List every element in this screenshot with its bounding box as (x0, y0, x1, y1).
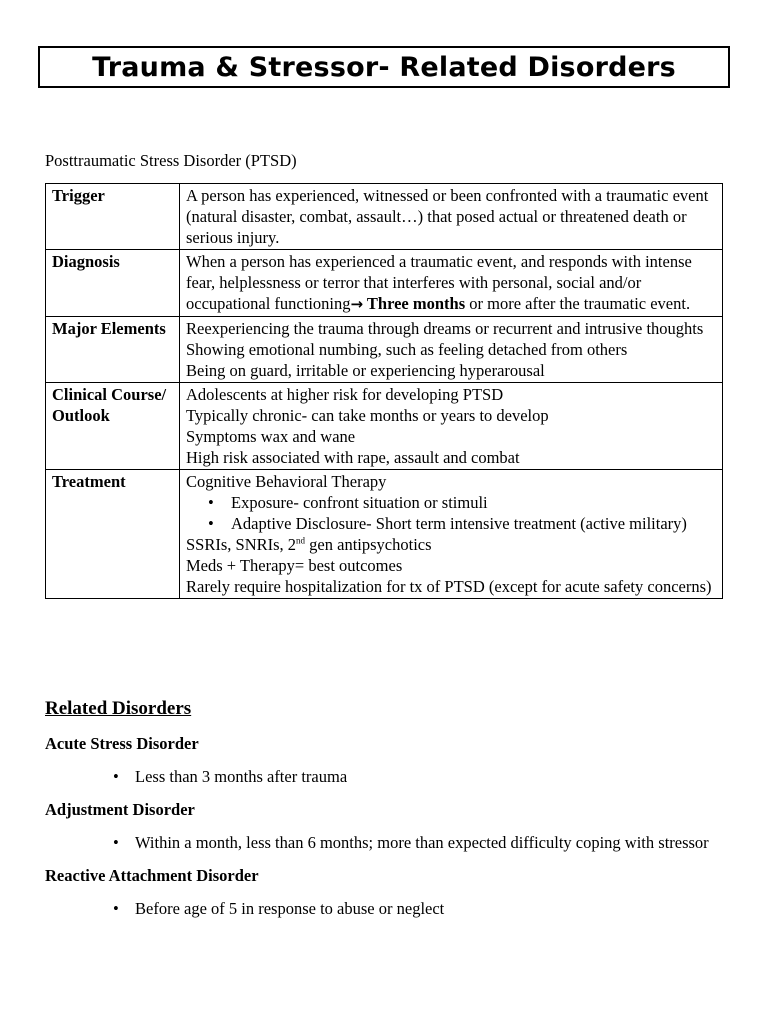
row-value-diagnosis (180, 250, 723, 317)
table-row-trigger (46, 184, 723, 250)
row-value-major-elements (180, 317, 723, 383)
table-row-clinical-course (46, 383, 723, 470)
row-label-major-elements: Major Elements (46, 317, 180, 383)
disorder-name: Adjustment Disorder (45, 800, 195, 819)
related-disorders-section (45, 697, 725, 931)
list-item: • Within a month, less than 6 months; more than expected difficulty coping with stressor (135, 832, 725, 853)
list-item: • Adaptive Disclosure- Short term intensive treatment (active military) (231, 513, 716, 534)
disorder-bullets (45, 766, 725, 787)
treatment-intro: Cognitive Behavioral Therapy (186, 472, 387, 491)
list-item: • Before age of 5 in response to abuse or neglect (135, 898, 725, 919)
arrow-right-icon: → (350, 295, 364, 313)
list-item: Reexperiencing the trauma through dreams or recurrent and intrusive thoughts (186, 319, 704, 338)
list-item: • Less than 3 months after trauma (135, 766, 725, 787)
diagnosis-duration: Three months (363, 294, 466, 313)
disorder-bullets (45, 832, 725, 853)
diagnosis-text-end: or more after the traumatic event. (465, 294, 691, 313)
list-item: Meds + Therapy= best outcomes (186, 556, 403, 575)
treatment-meds (186, 534, 716, 555)
row-value-clinical-course (180, 383, 723, 470)
table-row-treatment (46, 470, 723, 599)
row-label-clinical-course (46, 383, 180, 470)
row-label-treatment: Treatment (46, 470, 180, 599)
list-item: Being on guard, irritable or experiencing hyperarousal (186, 361, 545, 380)
meds-text: SSRIs, SNRIs, 2 (186, 535, 297, 554)
list-item: High risk associated with rape, assault and combat (186, 448, 520, 467)
list-item: Symptoms wax and wane (186, 427, 356, 446)
related-disorders-title: Related Disorders (45, 698, 192, 719)
ptsd-table (45, 183, 723, 599)
row-value-treatment (180, 470, 723, 599)
list-item: Rarely require hospitalization for tx of PTSD (except for acute safety concerns) (186, 577, 712, 596)
disorder-bullets (45, 898, 725, 919)
title-box (38, 46, 730, 88)
disorder-name: Reactive Attachment Disorder (45, 866, 259, 885)
list-item: Typically chronic- can take months or years to develop (186, 406, 549, 425)
table-row-major-elements (46, 317, 723, 383)
disorder-name: Acute Stress Disorder (45, 734, 199, 753)
clinical-course-label: Clinical Course/Outlook (52, 385, 167, 425)
list-item: • Exposure- confront situation or stimuli (231, 492, 716, 513)
section-heading: Posttraumatic Stress Disorder (PTSD) (45, 151, 297, 170)
row-label-diagnosis: Diagnosis (46, 250, 180, 317)
document-title: Trauma & Stressor- Related Disorders (92, 51, 676, 83)
table-row-diagnosis (46, 250, 723, 317)
meds-superscript: nd (296, 535, 306, 546)
treatment-bullets (186, 492, 716, 534)
diagnosis-text: When a person has experienced a traumatic event, and responds with intense fear, helplessness or terror that interferes with personal, social and/or occupational functioning (186, 252, 692, 313)
row-value-trigger: A person has experienced, witnessed or been confronted with a traumatic event (natural disaster, combat, assault…) that posed actual or threatened death or serious injury. (180, 184, 723, 250)
list-item: Showing emotional numbing, such as feeling detached from others (186, 340, 628, 359)
meds-text-end: gen antipsychotics (305, 535, 432, 554)
row-label-trigger: Trigger (46, 184, 180, 250)
list-item: Adolescents at higher risk for developing PTSD (186, 385, 504, 404)
